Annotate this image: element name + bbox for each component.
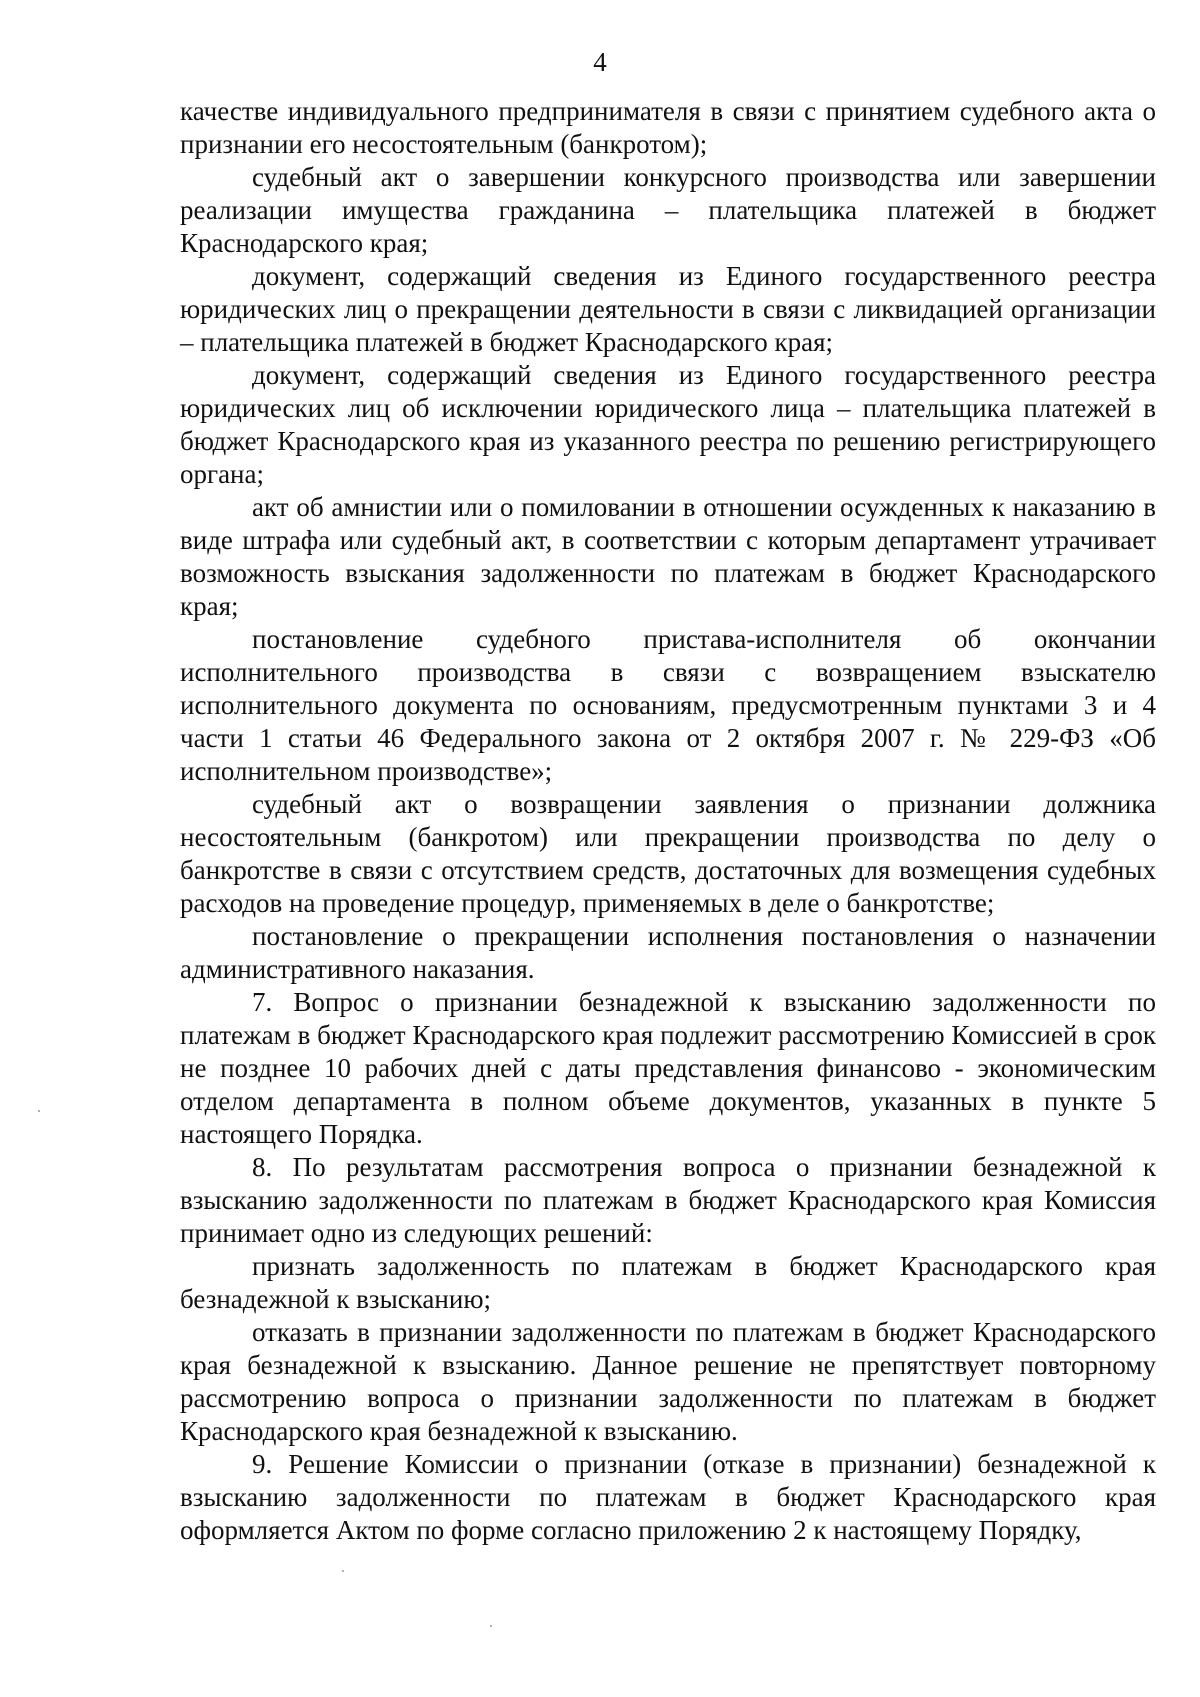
paragraph-item-8: 8. По результатам рассмотрения вопроса о признании безнадежной к взысканию задолженности по платежам в бюджет Краснодарского края Комиссия принимает одно из следующих решений:: [180, 1152, 1156, 1248]
paragraph-bailiff-resolution: постановление судебного пристава-исполнителя об окончании исполнительного производства в связи с возвращением взыскателю исполнительного документа по основаниям, предусмотренным пунктами 3 и 4 части 1 статьи 46 Федерального закона от 2 октября 2007 г. № 229-ФЗ «Об исполнительном производстве»;: [180, 624, 1156, 786]
paragraph-decision-refuse: отказать в признании задолженности по платежам в бюджет Краснодарского края безнадежной к взысканию. Данное решение не препятствует повторному рассмотрению вопроса о признании задолженности по платежам в бюджет Краснодарского края безнадежной к взысканию.: [180, 1317, 1156, 1446]
paragraph-termination-resolution: постановление о прекращении исполнения постановления о назначении административного наказания.: [180, 921, 1156, 984]
paragraph-bankruptcy-court-act: судебный акт о возвращении заявления о признании должника несостоятельным (банкротом) или прекращении производства по делу о банкротстве в связи с отсутствием средств, достаточных для возмещения судебных расходов на проведение процедур, применяемых в деле о банкротстве;: [180, 789, 1156, 918]
paragraph-item-7: 7. Вопрос о признании безнадежной к взысканию задолженности по платежам в бюджет Краснодарского края подлежит рассмотрению Комиссией в срок не позднее 10 рабочих дней с даты представления финансово - экономическим отделом департамента в полном объеме документов, указанных в пункте 5 настоящего Порядка.: [180, 987, 1156, 1149]
page-number: 4: [593, 47, 607, 77]
paragraph-registry-exclusion: документ, содержащий сведения из Единого государственного реестра юридических лиц об исключении юридического лица – плательщика платежей в бюджет Краснодарского края из указанного реестра по решению регистрирующего органа;: [180, 360, 1156, 489]
scan-speck: [38, 1110, 40, 1112]
scan-speck: [490, 1625, 492, 1627]
paragraph-decision-recognize: признать задолженность по платежам в бюджет Краснодарского края безнадежной к взысканию;: [180, 1251, 1156, 1314]
scan-speck: [342, 1570, 344, 1572]
paragraph-amnesty-act: акт об амнистии или о помиловании в отношении осужденных к наказанию в виде штрафа или судебный акт, в соответствии с которым департамент утрачивает возможность взыскания задолженности по платежам в бюджет Краснодарского края;: [180, 492, 1156, 621]
paragraph-registry-liquidation: документ, содержащий сведения из Единого государственного реестра юридических лиц о прекращении деятельности в связи с ликвидацией организации – плательщика платежей в бюджет Краснодарского края;: [180, 261, 1156, 357]
document-body: [180, 95, 1156, 1547]
paragraph-continuation: качестве индивидуального предпринимателя в связи с принятием судебного акта о признании его несостоятельным (банкротом);: [180, 96, 1156, 159]
paragraph-item-9: 9. Решение Комиссии о признании (отказе в признании) безнадежной к взысканию задолженности по платежам в бюджет Краснодарского края оформляется Актом по форме согласно приложению 2 к настоящему Порядку,: [180, 1449, 1156, 1545]
paragraph-court-act-completion: судебный акт о завершении конкурсного производства или завершении реализации имущества гражданина – плательщика платежей в бюджет Краснодарского края;: [180, 162, 1156, 258]
